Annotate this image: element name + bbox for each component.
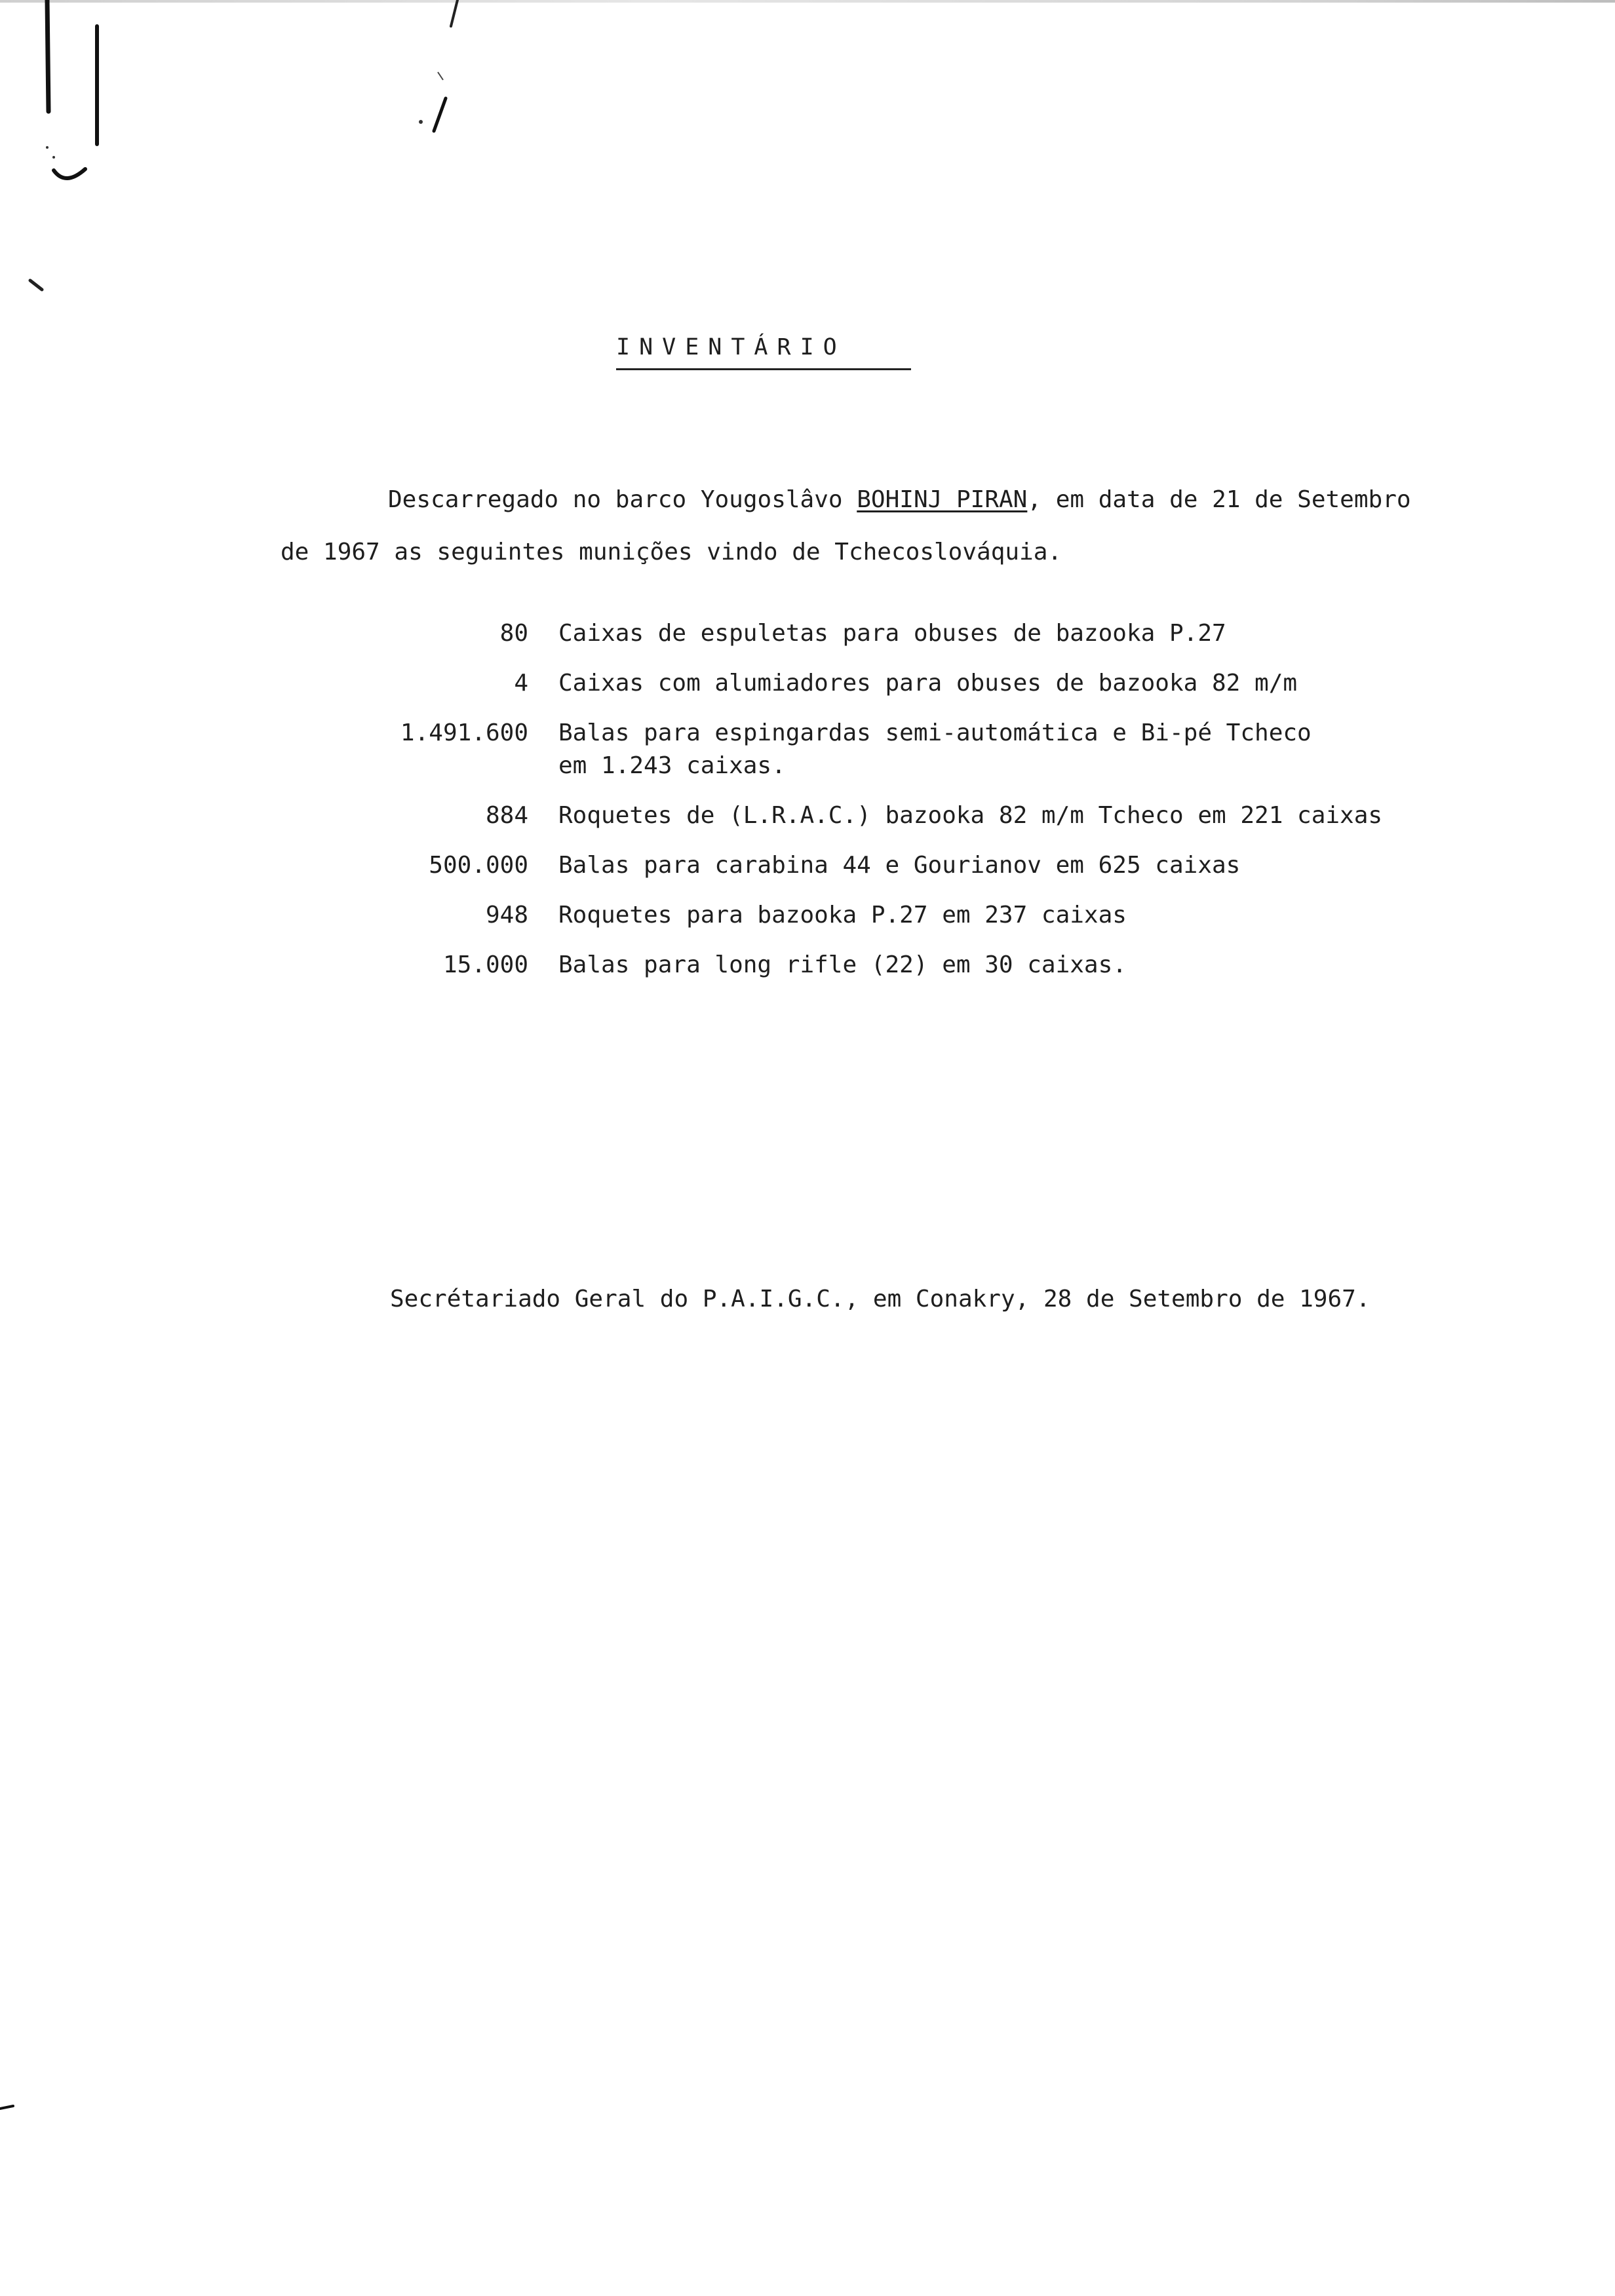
ship-name: BOHINJ PIRAN	[857, 486, 1028, 513]
inventory-item	[367, 617, 1468, 650]
item-description: Balas para long rifle (22) em 30 caixas.	[558, 951, 1127, 978]
paper-top-edge	[0, 0, 1615, 3]
inventory-item	[367, 799, 1468, 832]
item-description: Balas para carabina 44 e Gourianov em 625 caixas	[558, 852, 1241, 879]
inventory-item	[367, 949, 1468, 982]
inventory-item	[367, 717, 1468, 782]
item-quantity: 884	[485, 802, 528, 829]
item-description-block	[558, 717, 1312, 782]
item-quantity: 4	[514, 670, 528, 697]
item-description: Caixas com alumiadores para obuses de bazooka 82 m/m	[558, 670, 1298, 697]
document-title: INVENTÁRIO	[616, 334, 846, 360]
inventory-item	[367, 849, 1468, 882]
inventory-list	[367, 617, 1468, 999]
signature-line: Secrétariado Geral do P.A.I.G.C., em Conakry, 28 de Setembro de 1967.	[390, 1286, 1371, 1312]
intro-line-1-end: , em data de 21 de Setembro	[1027, 486, 1411, 513]
item-description: Roquetes para bazooka P.27 em 237 caixas	[558, 902, 1127, 928]
item-quantity: 80	[499, 620, 528, 647]
margin-tick-mark	[0, 2103, 20, 2116]
item-quantity: 948	[485, 902, 528, 928]
item-quantity: 500.000	[429, 852, 528, 879]
item-description-continued: em 1.243 caixas.	[558, 752, 786, 779]
speck-mark	[26, 275, 52, 301]
inventory-item	[367, 899, 1468, 932]
inventory-item	[367, 667, 1468, 700]
item-quantity: 15.000	[442, 951, 528, 978]
intro-line-1	[388, 486, 1411, 513]
item-quantity: 1.491.600	[400, 719, 528, 746]
item-description: Caixas de espuletas para obuses de bazooka P.27	[558, 620, 1226, 647]
item-description: Balas para espingardas semi-automática e Bi-pé Tcheco	[558, 719, 1312, 746]
item-description: Roquetes de (L.R.A.C.) bazooka 82 m/m Tcheco em 221 caixas	[558, 802, 1383, 829]
intro-line-1-start: Descarregado no barco Yougoslâvo	[388, 486, 857, 513]
pen-stroke-mark	[406, 0, 485, 138]
title-underline	[616, 368, 911, 370]
binder-clip-mark	[39, 0, 111, 197]
intro-line-2: de 1967 as seguintes munições vindo de Tchecoslováquia.	[281, 539, 1062, 565]
